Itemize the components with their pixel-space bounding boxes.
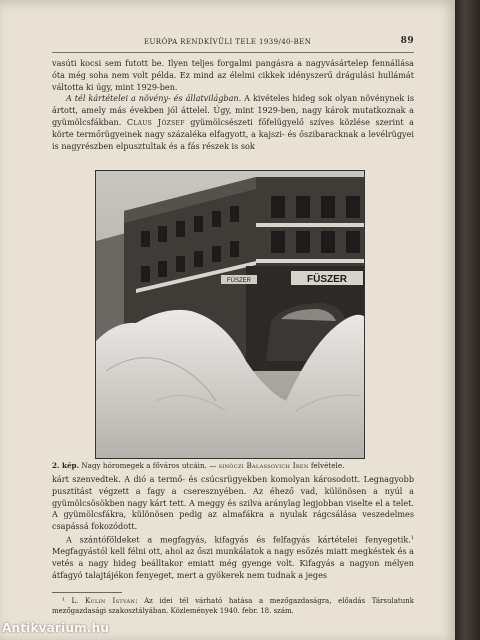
figure-label: 2. kép. — [52, 461, 80, 470]
section-heading: A tél kártételei a növény- és állatvilágban. — [66, 93, 242, 104]
small-shop-sign: FÜSZER — [227, 278, 251, 284]
running-header — [52, 36, 414, 50]
running-title: EURÓPA RENDKÍVÜLI TELE 1939/40-BEN — [144, 38, 312, 46]
header-rule — [52, 52, 414, 53]
paragraph: kárt szenvedtek. A dió a termő- és csúcsrügyekben komolyan károsodott. Legnagyobb pusztítást végzett a fagy a cseresznyében. Az éhező vad, különösen a nyúl a gyümölcsösökben nagy kárt tett. A meggy és szilva aránylag legjobban viselte el a telet. A gyümölcsfákra, különösen pedig az almafákra a nyulak rágcsálása veszedelmes csapássá fokozódott. — [52, 474, 414, 532]
watermark: Antikvarium.hu — [2, 621, 110, 635]
book-spine-shadow — [455, 0, 480, 640]
paragraph: A szántóföldeket a megfagyás, kifagyás és felfagyás kártételei fenyegetik.$^1$ Megfagyástól kell félni ott, ahol az őszi munkálatok a nagy esőzés miatt megkéstek és a vetés a nagy hideg beálltakor emiatt még gyenge volt. Kifagyás a nagyon mélyen átfagyó talajtájékon fenyeget, mert a gyökerek nem tudnak a jeges — [52, 534, 414, 581]
footnote-ref: 1 — [410, 534, 414, 541]
paragraph: vasúti kocsi sem futott be. Ilyen teljes forgalmi pangásra a nagyvásártelep fennállása óta még soha nem volt példa. Ez mind az élelmi cikkek idényszerű drágulási hullámát váltotta ki úgy, mint 1929-ben. — [52, 58, 414, 92]
figure-caption: 2. kép. Nagy hóromegek a főváros utcáin. — sinóczi Balassovich Iren felvétele. — [52, 461, 345, 470]
street-snow-photo — [95, 170, 365, 459]
paragraph: A tél kártételei a növény- és állatvilágban. A kivételes hideg sok olyan növénynek is ártott, amely más években jól áttelel. Úgy, mint 1929-ben, nagy károk mutatkoznak a gyümölcsfákban. Claus József gyümölcsészeti főfelügyelő szíves közlése szerint a körte termőrügyeinek nagy százaléka elfagyott, a kajszi- és őszibaracknak a levélrügyei is nagyrészben elpusztultak és a fás részek is sok — [52, 93, 415, 151]
footnote-rule — [52, 592, 122, 593]
person-name: Claus József — [126, 116, 185, 127]
footnote: ¹ L. Kulin István: Az idei tél várható hatása a mezőgazdaságra, előadás Társulatunk mezőgazdasági szakosztályában. Közlemények 1940. febr. 18. szám. — [52, 597, 414, 615]
photographer-name: Balassovich Iren — [246, 461, 309, 470]
shop-sign-text: FÜSZER — [307, 274, 347, 285]
page-number: 89 — [400, 36, 414, 46]
bottom-text-block — [52, 474, 414, 582]
footnote-author: Kulin István — [84, 597, 136, 605]
top-text-block — [52, 58, 414, 152]
